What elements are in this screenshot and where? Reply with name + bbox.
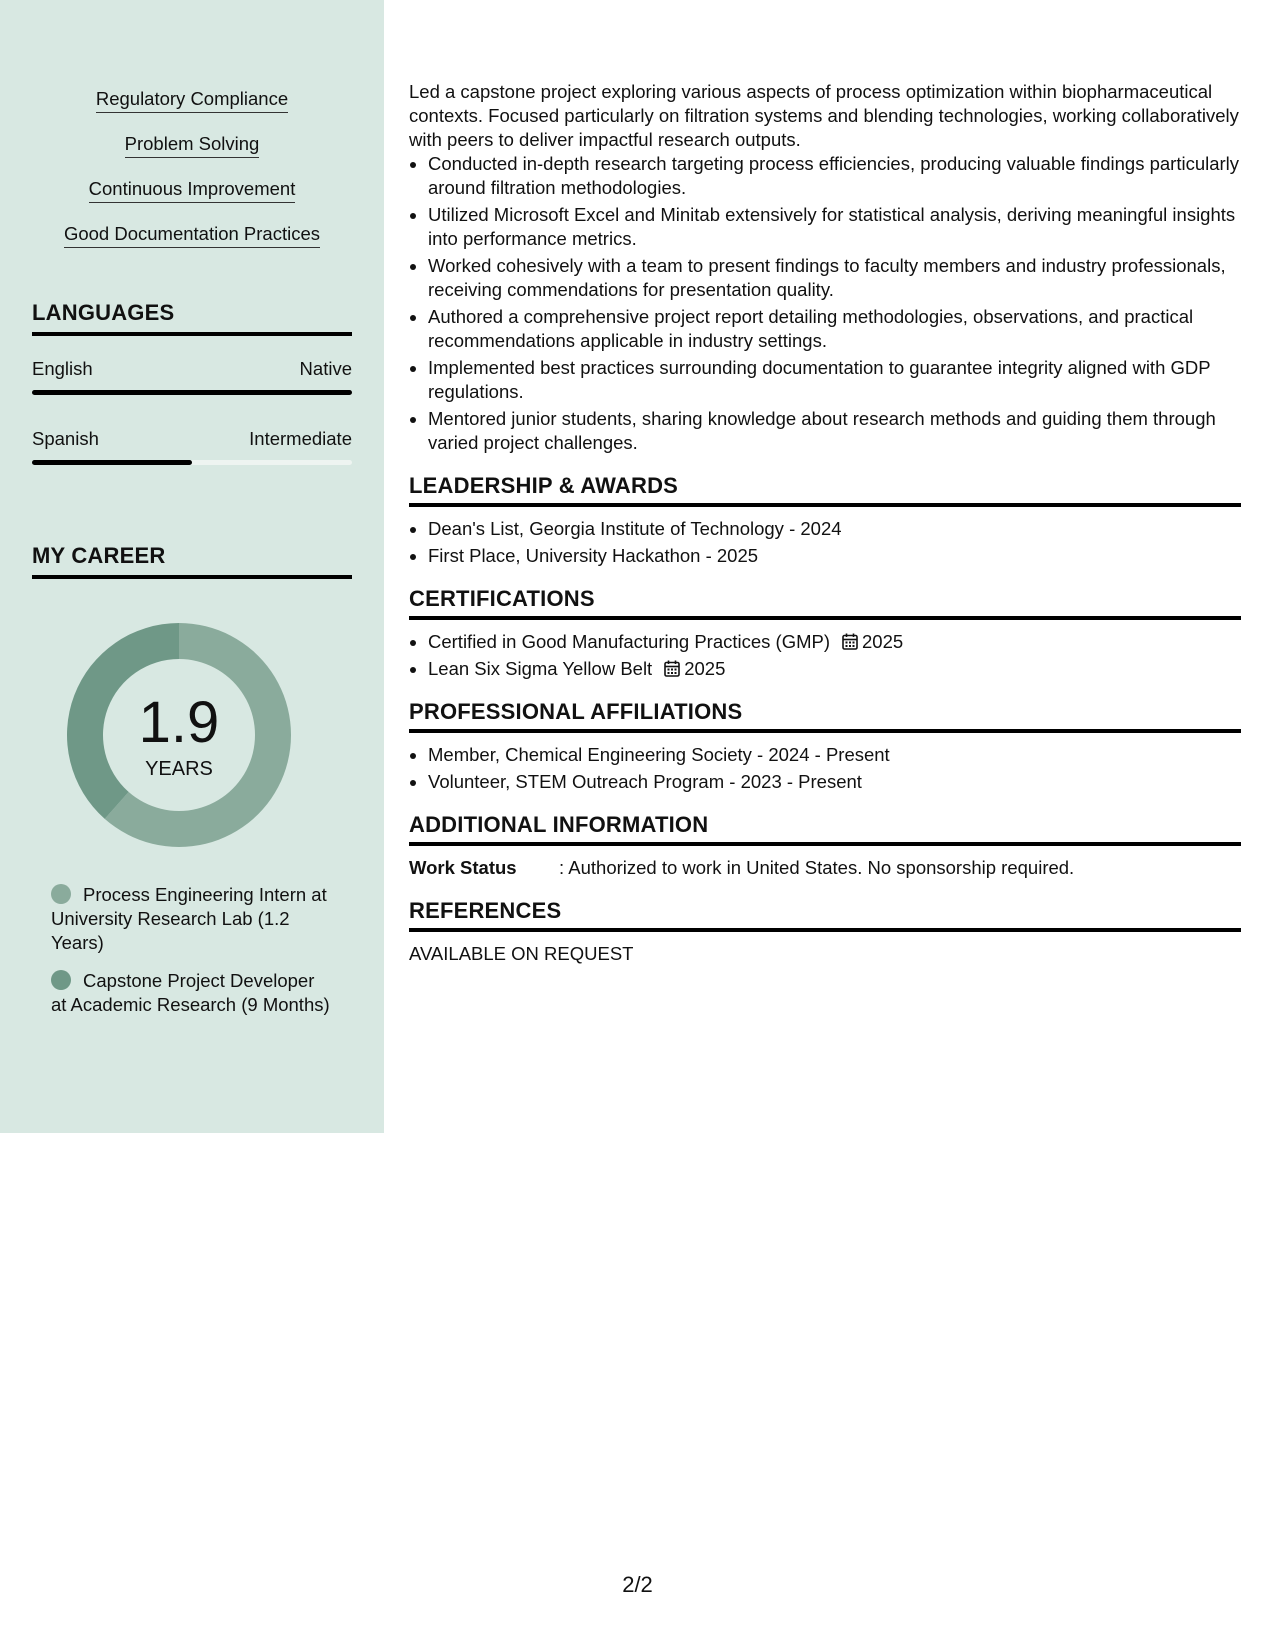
- language-bar-english: [32, 390, 352, 395]
- skill-item: Good Documentation Practices: [32, 223, 352, 268]
- calendar-icon: [842, 633, 858, 650]
- language-bar-fill: [32, 390, 352, 395]
- list-item: • Implemented best practices surrounding documentation to guarantee integrity aligned with GDP regulations.: [428, 356, 1241, 404]
- languages-heading: LANGUAGES: [32, 300, 352, 336]
- language-name: English: [32, 358, 93, 379]
- language-bar-fill: [32, 460, 192, 465]
- list-item: • Authored a comprehensive project report detailing methodologies, observations, and practical recommendations applicable in industry settings.: [428, 305, 1241, 353]
- career-item: Process Engineering Intern at University Research Lab (1.2 Years): [51, 884, 327, 953]
- list-item: • Worked cohesively with a team to present findings to faculty members and industry professionals, receiving commendations for presentation quality.: [428, 254, 1241, 302]
- certification-year: 2025: [684, 658, 726, 679]
- list-item: • First Place, University Hackathon - 2025: [428, 544, 1241, 568]
- main-content: [409, 80, 1241, 966]
- skill-item: Problem Solving: [32, 133, 352, 178]
- calendar-icon: [664, 660, 680, 677]
- list-item: • Volunteer, STEM Outreach Program - 2023 - Present: [428, 770, 1241, 794]
- list-item: • Lean Six Sigma Yellow Belt 2025: [428, 657, 1241, 681]
- certification-year: 2025: [862, 631, 904, 652]
- career-item: Capstone Project Developer at Academic Research (9 Months): [51, 970, 330, 1015]
- list-item: • Conducted in-depth research targeting process efficiencies, producing valuable findings particularly around filtration methodologies.: [428, 152, 1241, 200]
- skills-list: [32, 88, 352, 268]
- list-item: • Member, Chemical Engineering Society - 2024 - Present: [428, 743, 1241, 767]
- career-dot-icon: [51, 970, 71, 990]
- language-name: Spanish: [32, 428, 99, 449]
- affiliations-list: [428, 743, 1241, 794]
- skill-item: Continuous Improvement: [32, 178, 352, 223]
- career-total-unit: YEARS: [145, 758, 213, 780]
- work-status-value: : Authorized to work in United States. No sponsorship required.: [559, 857, 1075, 878]
- language-row-spanish: [32, 428, 352, 450]
- certifications-list: [428, 630, 1241, 681]
- affiliations-heading: PROFESSIONAL AFFILIATIONS: [409, 699, 1241, 733]
- list-item: • Dean's List, Georgia Institute of Technology - 2024: [428, 517, 1241, 541]
- career-donut-chart: [64, 620, 294, 850]
- leadership-list: [428, 517, 1241, 568]
- career-dot-icon: [51, 884, 71, 904]
- language-level: Native: [299, 358, 352, 379]
- references-text: AVAILABLE ON REQUEST: [409, 943, 634, 964]
- project-bullets: [428, 152, 1241, 455]
- language-row-english: [32, 358, 352, 380]
- list-item: • Mentored junior students, sharing knowledge about research methods and guiding them through varied project challenges.: [428, 407, 1241, 455]
- certifications-heading: CERTIFICATIONS: [409, 586, 1241, 620]
- project-summary: Led a capstone project exploring various aspects of process optimization within biopharmaceutical contexts. Focused particularly on filtration systems and blending technologies, working collaboratively with peers to deliver impactful research outputs.: [409, 81, 1239, 150]
- additional-info-heading: ADDITIONAL INFORMATION: [409, 812, 1241, 846]
- work-status-label: Work Status: [409, 857, 517, 878]
- page-number: 2/2: [622, 1572, 653, 1597]
- career-heading: MY CAREER: [32, 543, 352, 579]
- career-list: [51, 883, 331, 1031]
- list-item: • Certified in Good Manufacturing Practices (GMP) 2025: [428, 630, 1241, 654]
- career-total-number: 1.9: [138, 690, 220, 755]
- sidebar: [0, 0, 384, 1133]
- language-level: Intermediate: [249, 428, 352, 449]
- references-heading: REFERENCES: [409, 898, 1241, 932]
- skill-item: Regulatory Compliance: [32, 88, 352, 133]
- work-status-row: [409, 856, 1241, 880]
- leadership-heading: LEADERSHIP & AWARDS: [409, 473, 1241, 507]
- language-bar-spanish: [32, 460, 352, 465]
- list-item: • Utilized Microsoft Excel and Minitab extensively for statistical analysis, deriving meaningful insights into performance metrics.: [428, 203, 1241, 251]
